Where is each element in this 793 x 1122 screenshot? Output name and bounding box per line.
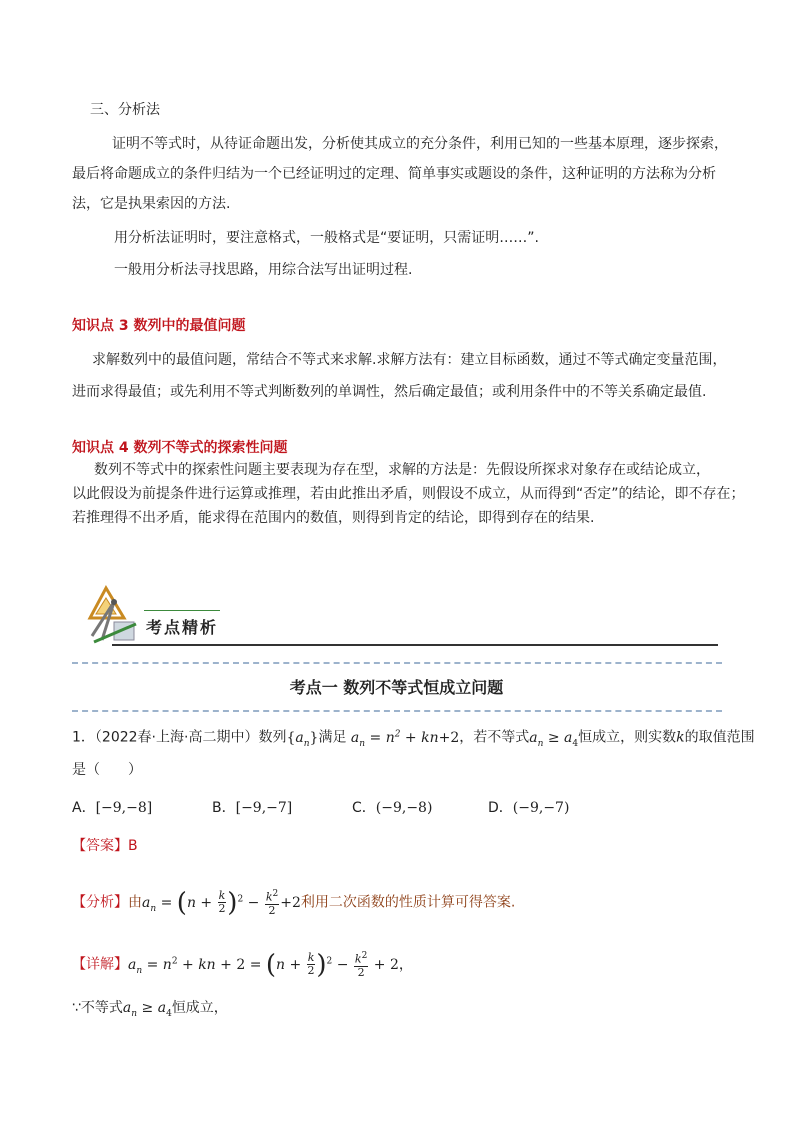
- paragraph-line: 用分析法证明时，要注意格式，一般格式是“要证明，只需证明……”.: [114, 230, 539, 246]
- option-a[interactable]: A．[−9,−8]: [72, 800, 153, 816]
- knowledge-point-title: 知识点 3 数列中的最值问题: [72, 318, 246, 334]
- sequence-symbol: $\{a_n\}$: [286, 729, 319, 749]
- question-line: 是（ ）: [72, 762, 142, 778]
- question-line: [72, 724, 755, 753]
- paragraph-line: 求解数列中的最值问题，常结合不等式来求解.求解方法有：建立目标函数，通过不等式确定变量范围，: [92, 352, 727, 368]
- because-line: ∵不等式$a_n \ge a_4$恒成立，: [72, 1000, 228, 1019]
- paragraph-line: 证明不等式时，从待证命题出发，分析使其成立的充分条件，利用已知的一些基本原理，逐步探索，: [112, 136, 728, 152]
- question-text: 恒成立，则实数: [578, 729, 677, 746]
- formula: $a_n = n^2 + kn+2$: [346, 729, 460, 749]
- topic-title: 考点一 数列不等式恒成立问题: [289, 678, 504, 697]
- question-source: （2022春·上海·高二期中）数列: [94, 729, 287, 746]
- banner-icon: [84, 584, 140, 644]
- banner-label: 考点精析: [146, 618, 219, 637]
- formula: $a_n \ge a_4$: [529, 729, 579, 749]
- banner-accent: [144, 610, 220, 611]
- formula: $a_n \ge a_4$: [122, 1000, 172, 1019]
- formula: $a_n = n^2$ + kn + 2 = (n + $\frac{k}{2}$ )$^2$ − $\frac{k^2}{2}$ + 2，: [128, 949, 413, 980]
- section-heading: 三、分析法: [90, 102, 160, 118]
- detail-line: 【详解】$a_n = n^2$ + kn + 2 = (n + $\frac{k}{2}$ )$^2$ − $\frac{k^2}{2}$ + 2，: [72, 949, 413, 980]
- divider: [72, 710, 722, 712]
- paragraph-line: 数列不等式中的探索性问题主要表现为存在型，求解的方法是：先假设所探求对象存在或结论成立，: [94, 462, 710, 478]
- paragraph-line: 法，它是执果索因的方法.: [72, 196, 231, 212]
- paragraph-line: 以此假设为前提条件进行运算或推理，若由此推出矛盾，则假设不成立，从而得到“否定”的结论，即不存在；: [72, 486, 745, 502]
- option-b[interactable]: B．[−9,−7]: [212, 800, 293, 816]
- option-c[interactable]: C．(−9,−8): [352, 800, 433, 816]
- question-text: ，若不等式: [459, 729, 530, 746]
- paragraph-line: 一般用分析法寻找思路，用综合法写出证明过程.: [114, 262, 413, 278]
- question-number: 1．: [72, 729, 95, 746]
- option-d[interactable]: D．(−9,−7): [488, 800, 570, 816]
- paragraph-line: 最后将命题成立的条件归结为一个已经证明过的定理、简单事实或题设的条件，这种证明的方法称为分析: [72, 166, 716, 182]
- question-text: 满足: [318, 729, 347, 746]
- knowledge-point-title: 知识点 4 数列不等式的探索性问题: [72, 440, 288, 456]
- formula: $a_n = (n$ + $\frac{k}{2}$ )$^2$ − $\frac{k^2}{2}$ +2: [142, 887, 301, 918]
- analysis-line: 【分析】由$a_n = (n$ + $\frac{k}{2}$ )$^2$ − $\frac{k^2}{2}$ +2利用二次函数的性质计算可得答案.: [72, 887, 516, 918]
- variable-k: k: [676, 729, 685, 746]
- banner-rule: [112, 644, 718, 646]
- question-text: 的取值范围: [684, 729, 755, 746]
- divider: [72, 662, 722, 664]
- paragraph-line: 进而求得最值；或先利用不等式判断数列的单调性，然后确定最值；或利用条件中的不等关系确定最值.: [72, 384, 707, 400]
- answer-line: 【答案】B: [72, 838, 138, 854]
- paragraph-line: 若推理得不出矛盾，能求得在范围内的数值，则得到肯定的结论，即得到存在的结果.: [72, 510, 595, 526]
